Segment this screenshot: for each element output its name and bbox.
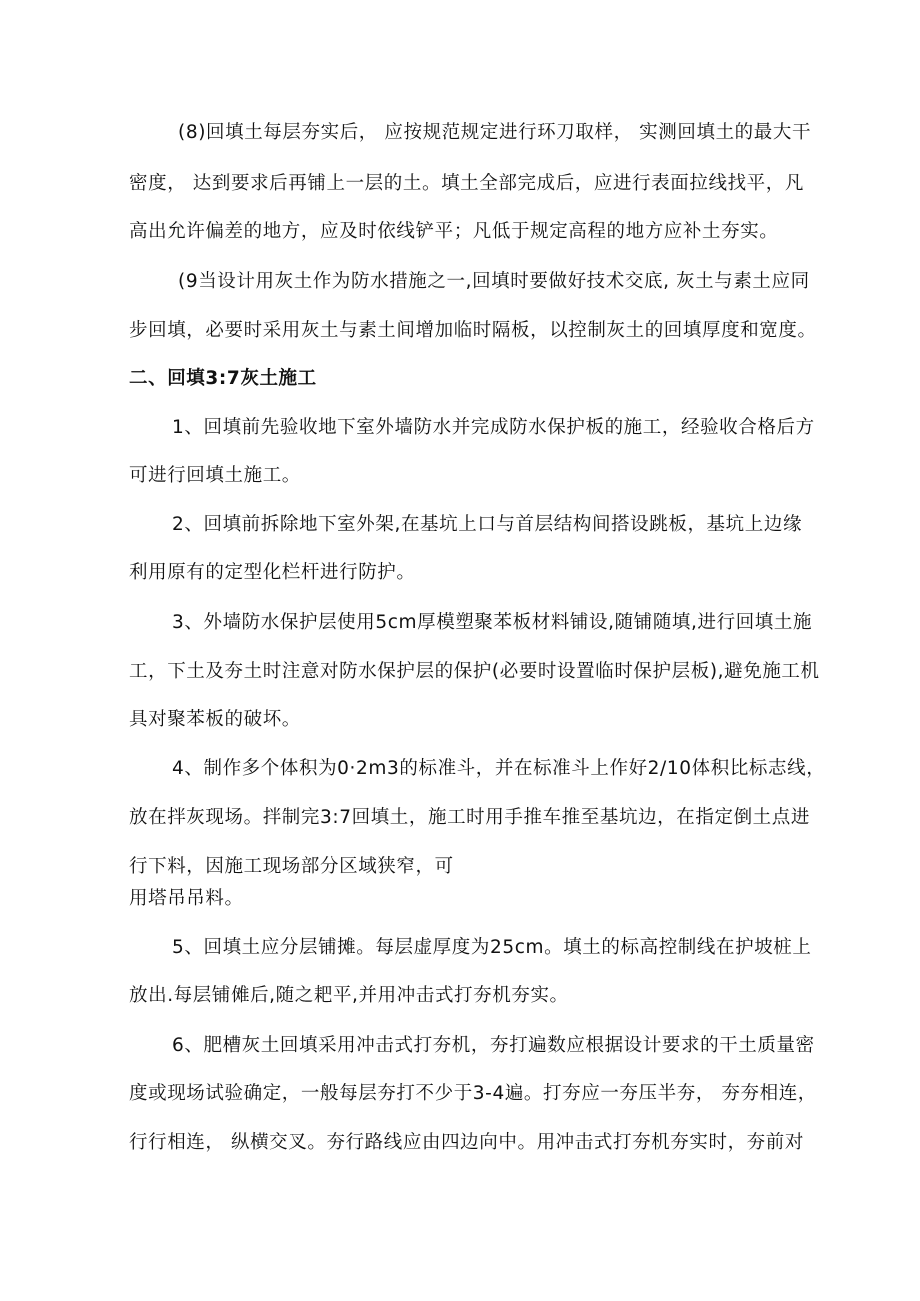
text-line: 步回填，必要时采用灰土与素土间增加临时隔板，以控制灰土的回填厚度和宽度。 <box>129 320 817 341</box>
text-line: 4、制作多个体积为0·2m3的标准斗，并在标准斗上作好2/10体积比标志线， <box>172 758 826 779</box>
text-line: 利用原有的定型化栏杆进行防护。 <box>129 562 416 583</box>
text-line: 具对聚苯板的破坏。 <box>129 709 301 730</box>
text-line: 度或现场试验确定，一般每层夯打不少于3-4遍。打夯应一夯压半夯， 夯夯相连， <box>129 1083 817 1104</box>
text-line: 行下料，因施工现场部分区域狭窄，可 <box>129 856 454 877</box>
section-heading: 二、回填3:7灰土施工 <box>129 368 317 389</box>
text-line: 可进行回填土施工。 <box>129 465 301 486</box>
text-line: 工，下土及夯土时注意对防水保护层的保护(必要时设置临时保护层板),避免施工机 <box>129 661 820 682</box>
text-line: 行行相连， 纵横交叉。夯行路线应由四边向中。用冲击式打夯机夯实时，夯前对 <box>129 1132 804 1153</box>
text-line: (8)回填土每层夯实后， 应按规范规定进行环刀取样， 实测回填土的最大干 <box>178 122 812 143</box>
text-line: 2、回填前拆除地下室外架,在基坑上口与首层结构间搭设跳板，基坑上边缘 <box>172 514 803 535</box>
text-line: 放在拌灰现场。拌制完3:7回填土，施工时用手推车推至基坑边，在指定倒土点进 <box>129 807 810 828</box>
text-line: 1、回填前先验收地下室外墙防水并完成防水保护板的施工，经验收合格后方 <box>172 417 815 438</box>
text-line: (9当设计用灰土作为防水措施之一,回填时要做好技术交底, 灰土与素土应同 <box>178 271 810 292</box>
text-line: 用塔吊吊料。 <box>129 888 244 909</box>
text-line: 放出.每层铺傩后,随之耙平,并用冲击式打夯机夯实。 <box>129 985 569 1006</box>
text-line: 高出允许偏差的地方，应及时依线铲平；凡低于规定高程的地方应补土夯实。 <box>129 221 779 242</box>
text-line: 密度， 达到要求后再铺上一层的土。填土全部完成后，应进行表面拉线找平，凡 <box>129 173 804 194</box>
text-line: 3、外墙防水保护层使用5cm厚模塑聚苯板材料铺设,随铺随填,进行回填土施 <box>172 612 813 633</box>
text-line: 6、肥槽灰土回填采用冲击式打夯机，夯打遍数应根据设计要求的干土质量密 <box>172 1035 815 1056</box>
text-line: 5、回填土应分层铺摊。每层虚厚度为25cm。填土的标高控制线在护坡桩上 <box>172 937 812 958</box>
